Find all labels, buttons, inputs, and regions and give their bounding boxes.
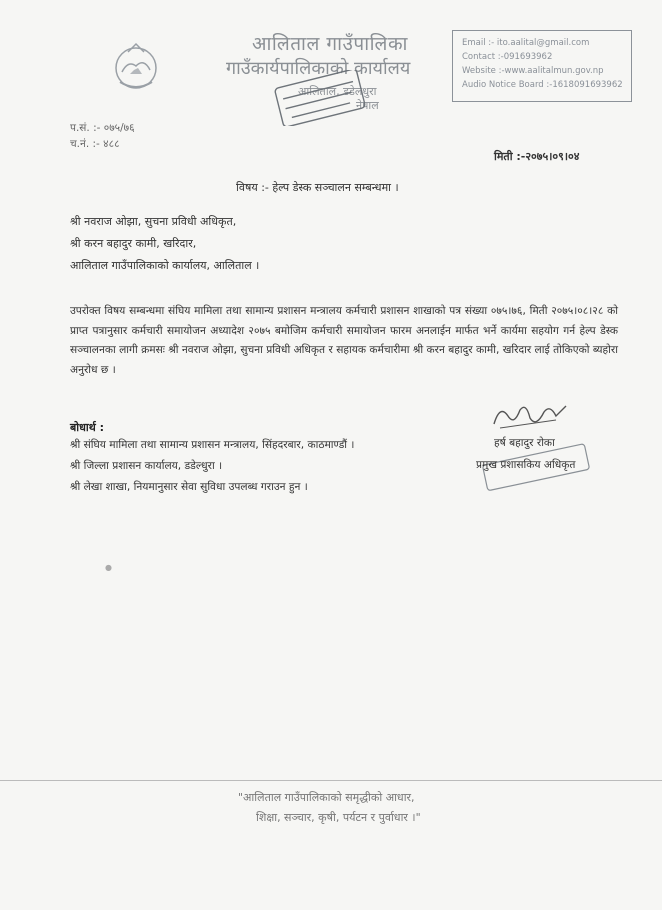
contact-phone: Contact :-091693962 xyxy=(462,52,553,62)
letter-date: मिती :-२०७५।०९।०४ xyxy=(494,150,580,163)
cc-line: श्री जिल्ला प्रशासन कार्यालय, डडेल्धुरा । xyxy=(70,460,223,472)
office-name: आलिताल गाउँपालिका xyxy=(252,33,408,55)
addressee-line: श्री करन बहादुर कामी, खरिदार, xyxy=(70,237,197,250)
contact-box xyxy=(452,30,632,102)
signature-icon xyxy=(486,398,576,434)
office-country: नेपाल xyxy=(356,99,379,112)
office-address: आलिताल, डडेलधुरा xyxy=(298,85,377,98)
dispatch-number: च.नं. :- ४८८ xyxy=(70,138,120,150)
footer-slogan-line1: "आलिताल गाउँपालिकाको समृद्धीको आधार, xyxy=(238,791,415,804)
cc-line: श्री संघिय मामिला तथा सामान्य प्रशासन मन्त्रालय, सिंहदरबार, काठमाण्डौं । xyxy=(70,439,355,451)
addressee-line: आलिताल गाउँपालिकाको कार्यालय, आलिताल । xyxy=(70,259,260,272)
signatory-name: हर्ष बहादुर रोका xyxy=(494,437,555,449)
office-subtitle: गाउँकार्यपालिकाको कार्यालय xyxy=(226,58,411,79)
letter-body: उपरोक्त विषय सम्बन्धमा संघिय मामिला तथा सामान्य प्रशासन मन्त्रालय कर्मचारी प्रशासन शाखाको पत्र संख्या ०७५।७६, मिती २०७५।०८।२८ को प्राप्त पत्रानुसार कर्मचारी समायोजन अध्यादेश २०७५ बमोजिम कर्मचारी समायोजन फारम अनलाईन मार्फत भर्ने कार्यमा सहयोग गर्न हेल्प डेस्क सञ्चालनका लागी क्रमसः श्री नवराज ओझा, सुचना प्रविधी अधिकृत र सहायक कर्मचारीमा श्री करन बहादुर कामी, खरिदार लाई तोकिएको ब्यहोरा अनुरोध छ । xyxy=(70,305,618,376)
contact-email: Email :- ito.aalital@gmail.com xyxy=(462,38,590,48)
paper-mark-icon: ● xyxy=(105,563,112,572)
footer-divider xyxy=(0,780,662,781)
cc-heading: बोधार्थ : xyxy=(70,421,105,434)
footer-slogan-line2: शिक्षा, सञ्चार, कृषी, पर्यटन र पुर्वाधार ।" xyxy=(256,811,421,824)
addressee-line: श्री नवराज ओझा, सुचना प्रविधी अधिकृत, xyxy=(70,215,237,228)
office-stamp-icon xyxy=(272,70,368,126)
letter-subject: विषय :- हेल्प डेस्क सञ्चालन सम्बन्धमा । xyxy=(236,181,399,194)
letter-reference-number: प.सं. :- ०७५/७६ xyxy=(70,122,135,134)
nepal-emblem-icon xyxy=(108,38,164,94)
cc-line: श्री लेखा शाखा, नियमानुसार सेवा सुविधा उपलब्ध गराउन हुन । xyxy=(70,481,308,493)
contact-website: Website :-www.aalitalmun.gov.np xyxy=(462,66,604,76)
contact-audio-notice: Audio Notice Board :-1618091693962 xyxy=(462,80,623,90)
signatory-title: प्रमुख प्रशासकिय अधिकृत xyxy=(476,459,576,471)
